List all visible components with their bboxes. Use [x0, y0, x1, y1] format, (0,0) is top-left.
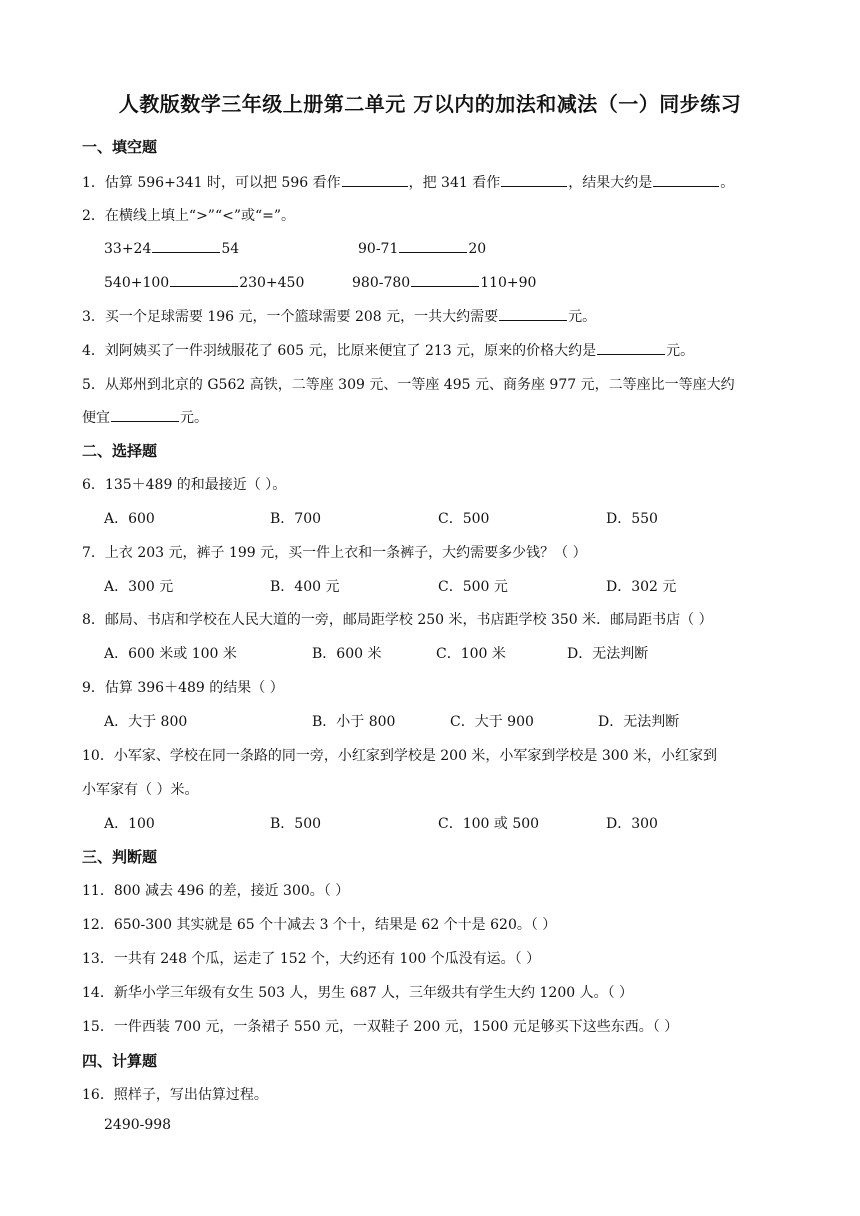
option-a[interactable]: A．600: [104, 511, 155, 527]
option-b[interactable]: B．700: [270, 511, 322, 527]
option-c[interactable]: C．大于 900: [450, 714, 534, 730]
option-d[interactable]: D．302 元: [606, 579, 677, 595]
question-13: 13．一共有 248 个瓜，运走了 152 个，大约还有 100 个瓜没有运。（ ）: [82, 951, 541, 967]
option-d[interactable]: D．550: [606, 511, 658, 527]
question-8: 8．邮局、书店和学校在人民大道的一旁，邮局距学校 250 米，书店距学校 350 米．邮局距书店（ ）: [82, 612, 713, 628]
option-a[interactable]: A．300 元: [104, 579, 174, 595]
section-heading-multiple-choice: 二、选择题: [82, 442, 158, 460]
question-12: 12．650-300 其实就是 65 个十减去 3 个十，结果是 62 个十是 620。（ ）: [82, 917, 557, 933]
question-3: 3．买一个足球需要 196 元，一个篮球需要 208 元，一共大约需要 元。: [82, 306, 596, 326]
option-b[interactable]: B．600 米: [312, 646, 382, 662]
question-4: 4．刘阿姨买了一件羽绒服花了 605 元，比原来便宜了 213 元，原来的价格大约是 元。: [82, 340, 694, 360]
answer-blank[interactable]: [399, 238, 467, 253]
question-1: 1．估算 596+341 时，可以把 596 看作 ，把 341 看作 ，结果大约是 。: [82, 172, 734, 192]
option-b[interactable]: B．400 元: [270, 579, 340, 595]
option-c[interactable]: C．500: [438, 511, 490, 527]
compare-item: 540+100 230+450: [104, 272, 304, 291]
option-c[interactable]: C．100 或 500: [438, 816, 540, 832]
option-b[interactable]: B．500: [270, 816, 322, 832]
question-15: 15．一件西装 700 元，一条裙子 550 元，一双鞋子 200 元，1500 元足够买下这些东西。（ ）: [82, 1019, 679, 1035]
question-14: 14．新华小学三年级有女生 503 人，男生 687 人，三年级共有学生大约 1200 人。（ ）: [82, 985, 634, 1001]
question-11: 11．800 减去 496 的差，接近 300。（ ）: [82, 883, 350, 899]
option-c[interactable]: C．500 元: [438, 579, 508, 595]
question-5-continued: 便宜 元。: [82, 407, 208, 427]
example-expression: 2490-998: [104, 1117, 172, 1133]
answer-blank[interactable]: [170, 272, 238, 287]
answer-blank[interactable]: [152, 238, 220, 253]
answer-blank[interactable]: [501, 172, 567, 187]
option-d[interactable]: D．无法判断: [567, 646, 649, 662]
option-c[interactable]: C．100 米: [436, 646, 506, 662]
option-a[interactable]: A．100: [104, 816, 155, 832]
question-10-continued: 小军家有（ ）米。: [82, 782, 199, 798]
option-b[interactable]: B．小于 800: [312, 714, 396, 730]
answer-blank[interactable]: [597, 340, 665, 355]
question-16: 16．照样子，写出估算过程。: [82, 1087, 268, 1103]
section-heading-calculation: 四、计算题: [82, 1052, 158, 1070]
question-7: 7．上衣 203 元，裤子 199 元，买一件上衣和一条裤子，大约需要多少钱？（ ）: [82, 545, 587, 561]
option-d[interactable]: D．无法判断: [598, 714, 680, 730]
question-5: 5．从郑州到北京的 G562 高铁，二等座 309 元、一等座 495 元、商务座 977 元，二等座比一等座大约: [82, 377, 735, 393]
option-d[interactable]: D．300: [606, 816, 658, 832]
compare-item: 33+24 54: [104, 238, 239, 257]
option-a[interactable]: A．600 米或 100 米: [104, 646, 237, 662]
section-heading-true-false: 三、判断题: [82, 848, 158, 866]
answer-blank[interactable]: [111, 407, 179, 422]
option-a[interactable]: A．大于 800: [104, 714, 188, 730]
answer-blank[interactable]: [342, 172, 408, 187]
answer-blank[interactable]: [411, 272, 479, 287]
question-6: 6．135＋489 的和最接近（ ）。: [82, 477, 287, 493]
question-10: 10．小军家、学校在同一条路的同一旁，小红家到学校是 200 米，小军家到学校是 300 米，小红家到: [82, 748, 718, 764]
question-9: 9．估算 396＋489 的结果（ ）: [82, 680, 284, 696]
question-2-stem: 2．在横线上填上“>”“<”或“=”。: [82, 208, 296, 224]
compare-item: 980-780 110+90: [352, 272, 536, 291]
page-title: 人教版数学三年级上册第二单元 万以内的加法和减法（一）同步练习: [118, 92, 742, 116]
answer-blank[interactable]: [653, 172, 719, 187]
answer-blank[interactable]: [499, 306, 567, 321]
section-heading-fill-in: 一、填空题: [82, 138, 158, 156]
compare-item: 90-71 20: [358, 238, 486, 257]
